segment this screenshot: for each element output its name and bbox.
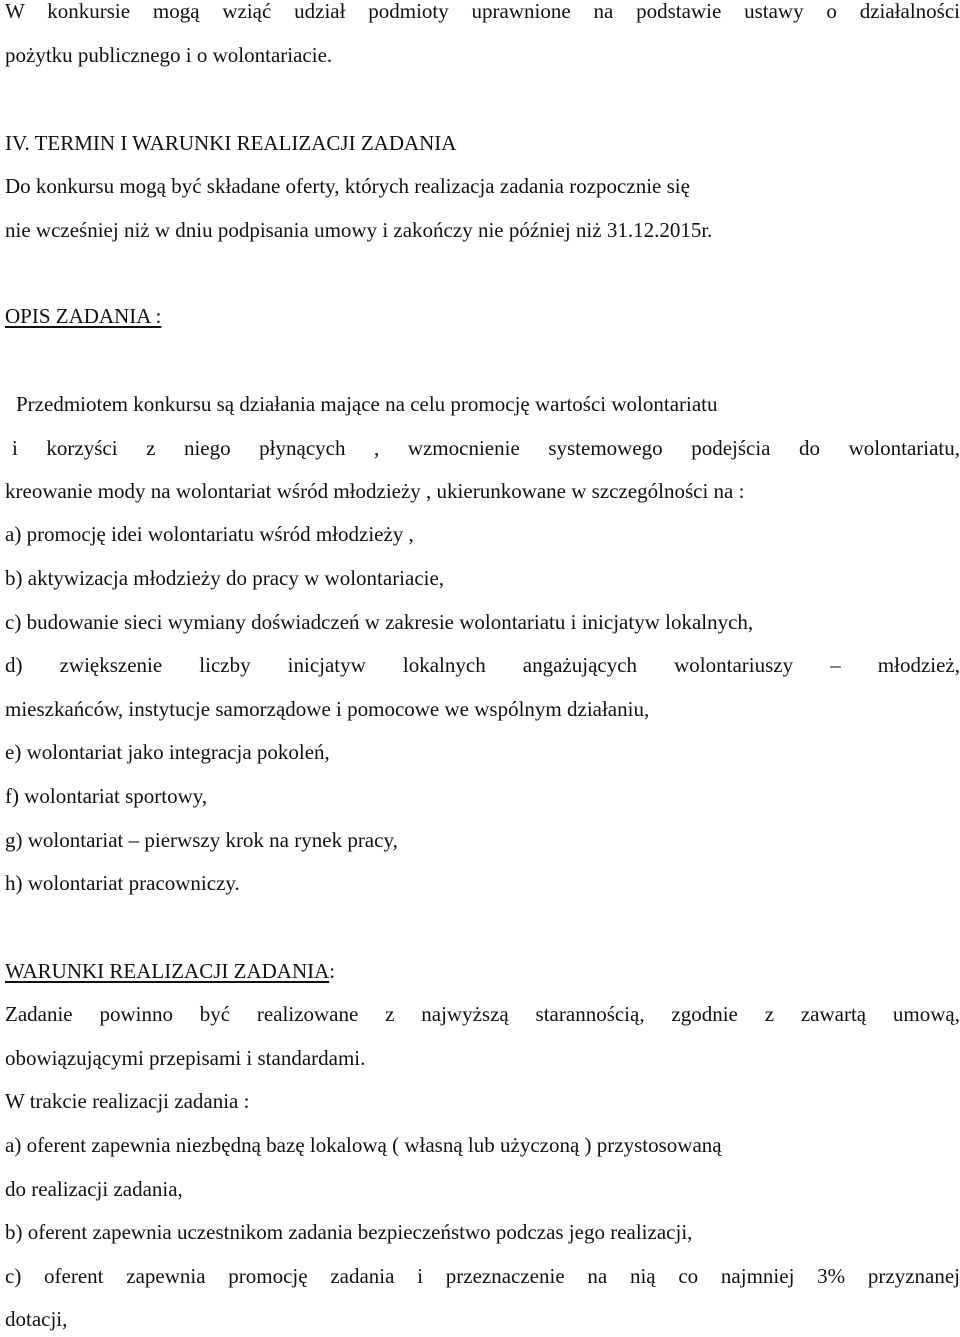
intro-text-line-2: pożytku publicznego i o wolontariacie. [5,43,333,67]
opis-list-item-d-line-2: mieszkańców, instytucje samorządowe i pomocowe we wspólnym działaniu, [5,697,650,721]
warunki-list-item-c-line-2: dotacji, [5,1307,68,1331]
opis-list-item-b: b) aktywizacja młodzieży do pracy w wolontariacie, [5,566,445,590]
opis-list-item-f: f) wolontariat sportowy, [5,784,208,808]
warunki-text-line-2: obowiązującymi przepisami i standardami. [5,1046,366,1070]
opis-list-item-c: c) budowanie sieci wymiany doświadczeń w zakresie wolontariatu i inicjatyw lokalnych, [5,610,754,634]
opis-text-line-3: kreowanie mody na wolontariat wśród młodzieży , ukierunkowane w szczególności na : [5,479,745,503]
warunki-list-item-c-line-1: c) oferent zapewnia promocję zadania i przeznaczenie na nią co najmniej 3% przyznanej [5,1264,960,1288]
opis-list-item-g: g) wolontariat – pierwszy krok na rynek pracy, [5,828,398,852]
opis-list-item-h: h) wolontariat pracowniczy. [5,871,240,895]
section-iv-text-line-1: Do konkursu mogą być składane oferty, których realizacja zadania rozpocznie się [5,174,690,198]
section-iv-heading: IV. TERMIN I WARUNKI REALIZACJI ZADANIA [5,131,457,155]
opis-list-item-d-line-1: d) zwiększenie liczby inicjatyw lokalnych angażujących wolontariuszy – młodzież, [5,653,960,677]
opis-zadania-heading: OPIS ZADANIA : [5,304,162,328]
section-iv-text-line-2: nie wcześniej niż w dniu podpisania umowy i zakończy nie później niż 31.12.2015r. [5,218,713,242]
warunki-heading-row [5,961,960,982]
warunki-heading-colon: : [329,959,336,983]
opis-list-item-e: e) wolontariat jako integracja pokoleń, [5,740,330,764]
intro-text-line-1: W konkursie mogą wziąć udział podmioty uprawnione na podstawie ustawy o działalności [5,0,960,23]
warunki-text-line-1: Zadanie powinno być realizowane z najwyższą starannością, zgodnie z zawartą umową, [5,1002,960,1026]
warunki-list-item-a-line-1: a) oferent zapewnia niezbędną bazę lokalową ( własną lub użyczoną ) przystosowaną [5,1133,722,1157]
opis-list-item-a: a) promocję idei wolontariatu wśród młodzieży , [5,522,414,546]
opis-text-line-1: Przedmiotem konkursu są działania mające na celu promocję wartości wolontariatu [16,392,718,416]
warunki-text-line-3: W trakcie realizacji zadania : [5,1089,250,1113]
warunki-list-item-a-line-2: do realizacji zadania, [5,1177,183,1201]
warunki-heading: WARUNKI REALIZACJI ZADANIA [5,959,330,983]
opis-text-line-2: i korzyści z niego płynących , wzmocnienie systemowego podejścia do wolontariatu, [12,436,960,460]
warunki-list-item-b: b) oferent zapewnia uczestnikom zadania bezpieczeństwo podczas jego realizacji, [5,1220,693,1244]
